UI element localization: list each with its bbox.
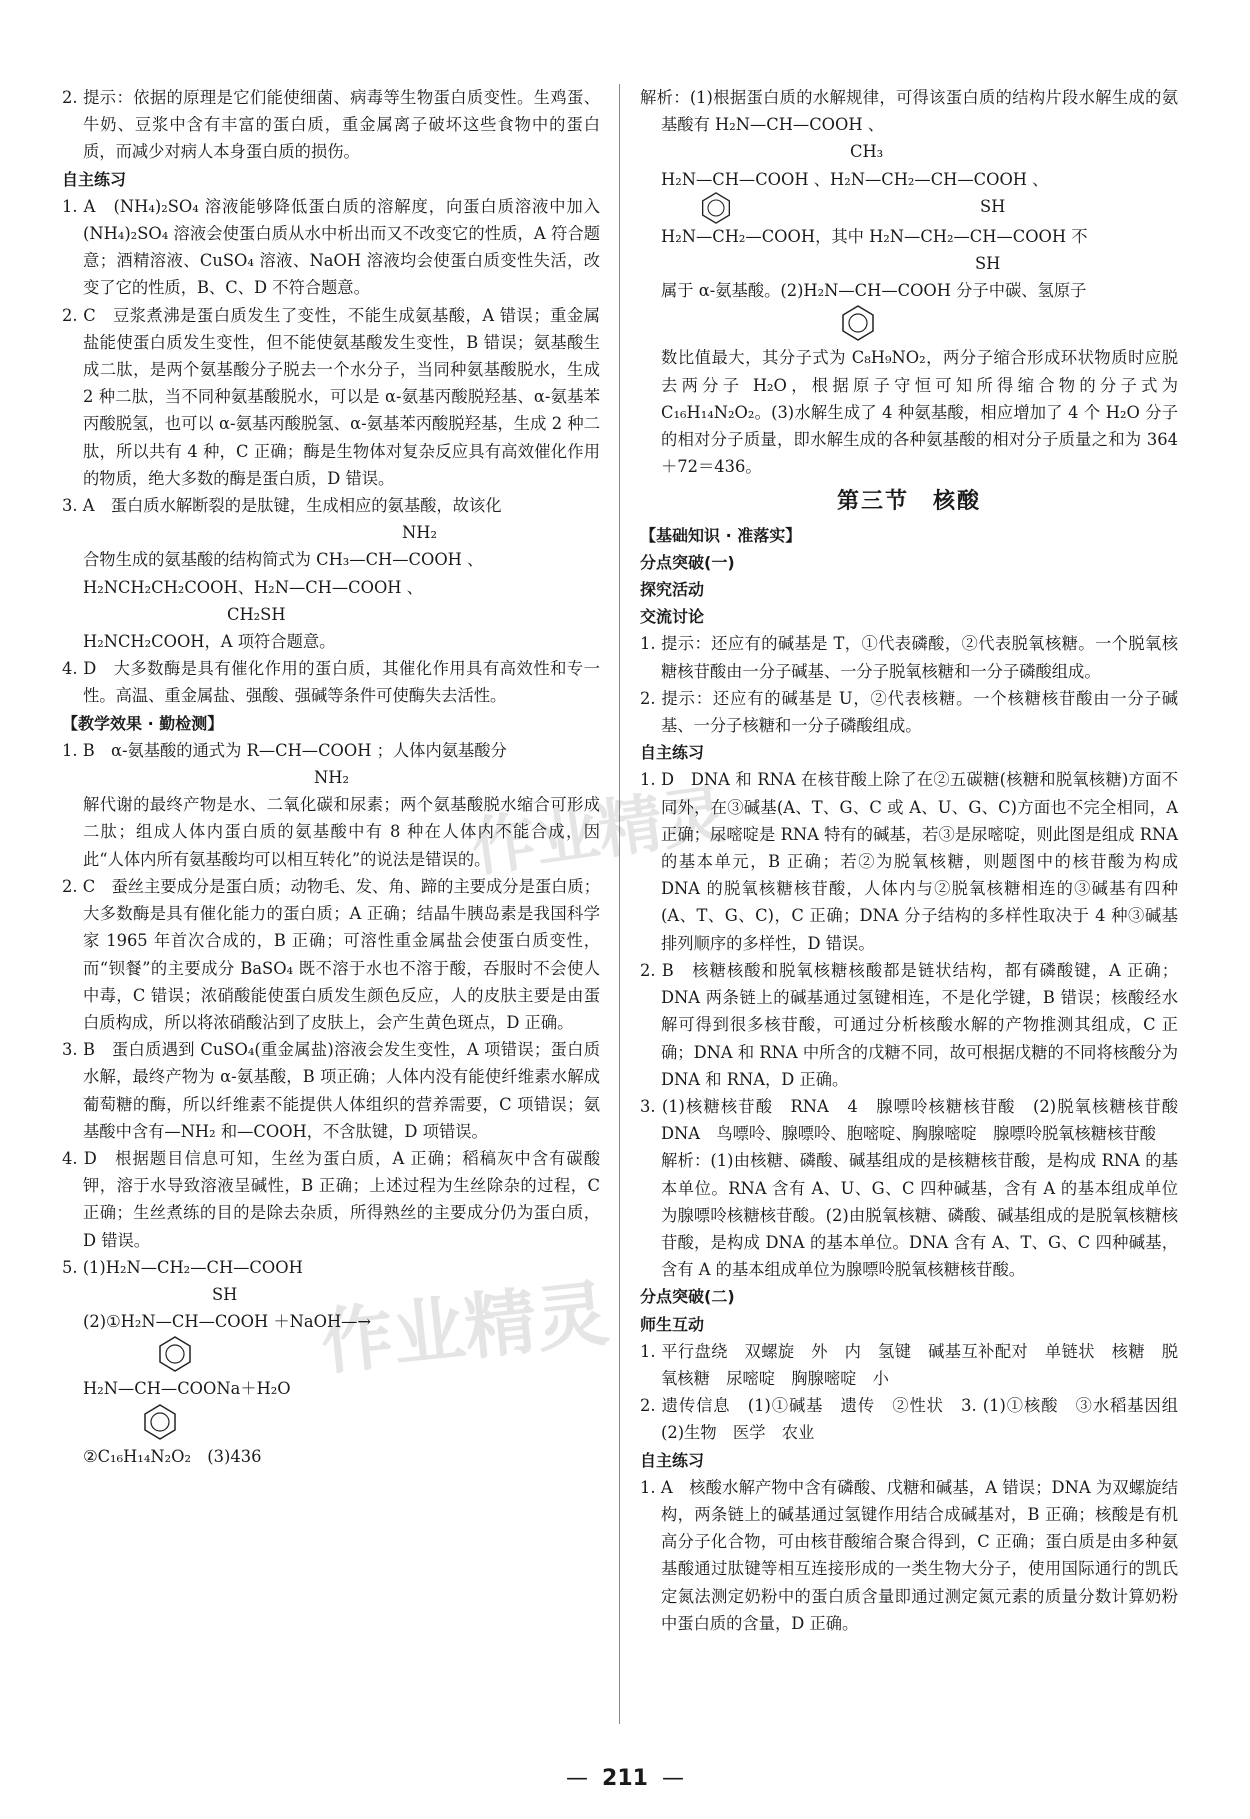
analysis-ch3: CH₃	[850, 142, 884, 162]
answer-3-line3: H₂NCH₂CH₂COOH、H₂N—CH—COOH 、	[83, 577, 423, 597]
t-answer-2: 2. 遗传信息 (1)①碱基 遗传 ②性状 3. (1)①核酸 ③水稻基因组 (2)生物 医学 农业	[640, 1396, 1195, 1443]
benzene-ring-4	[640, 304, 1178, 344]
benzene-ring-1	[62, 1335, 600, 1375]
analysis-line2: H₂N—CH—COOH 、H₂N—CH₂—CH—COOH 、	[661, 169, 1049, 189]
basic-knowledge-heading: 【基础知识 · 准落实】	[640, 525, 802, 545]
test-1-line1: 1. B α-氨基酸的通式为 R—CH—COOH ；人体内氨基酸分	[62, 740, 507, 760]
test-5-line1: 5. (1)H₂N—CH₂—CH—COOH	[62, 1257, 303, 1277]
answer-3-line1: 3. A 蛋白质水解断裂的是肽键，生成相应的氨基酸，故该化	[62, 496, 502, 516]
page-footer	[0, 1766, 1250, 1791]
explore-heading: 探究活动	[640, 580, 705, 600]
r-answer-3-analysis: 解析：(1)由核糖、磷酸、碱基组成的是核糖核苷酸，是构成 RNA 的基本单位。RNA 含有 A、U、G、C 四种碱基，含有 A 的基本组成单位为腺嘌呤核糖核苷酸。(2)由脱氧核糖、磷酸、碱基组成的是脱氧核糖核苷酸，是构成 DNA 的基本单位。DNA 含有 A、T、G、C 四种碱基，含有 A 的基本组成单位为腺嘌呤脱氧核糖核苷酸。	[661, 1151, 1178, 1280]
watermark-1: 作业精灵	[466, 777, 731, 887]
answer-3-nh2: NH₂	[402, 523, 437, 543]
test-4: 4. D 根据题目信息可知，生丝为蛋白质，A 正确；稻稿灰中含有碳酸钾，溶于水导致溶液呈碱性，B 正确；上述过程为生丝除杂的过程，C 正确；生丝煮练的目的是除去杂质，所得熟丝的主要成分仍为蛋白质，D 错误。	[62, 1148, 600, 1250]
hint-r2: 2. 提示：还应有的碱基是 U，②代表核糖。一个核糖核苷酸由一分子碱基、一分子核糖和一分子磷酸组成。	[640, 688, 1178, 736]
test-3: 3. B 蛋白质遇到 CuSO₄(重金属盐)溶液会发生变性，A 项错误；蛋白质水解，最终产物为 α-氨基酸，B 项正确；人体内没有能使纤维素水解成葡萄糖的酶，所以纤维素不能提供人体组织的营养需要，C 项错误；氨基酸中含有—NH₂ 和—COOH，不含肽键，D 项错误。	[62, 1040, 600, 1141]
self-practice-heading-2: 自主练习	[640, 743, 705, 763]
analysis-line4: 属于 α-氨基酸。(2)H₂N—CH—COOH 分子中碳、氢原子	[661, 281, 1087, 301]
r-answer-2: 2. B 核糖核酸和脱氧核糖核酸都是链状结构，都有磷酸键，A 正确；DNA 两条链上的碱基通过氢键相连，不是化学键，B 错误；核酸经水解可得到很多核苷酸，可通过分析核酸水解的产物推测其组成，C 正确；DNA 和 RNA 中所含的戊糖不同，故可根据戊糖的不同将核酸分为 DNA 和 RNA，D 正确。	[640, 960, 1178, 1089]
benzene-ring-3	[700, 191, 732, 233]
test-5-sh: SH	[212, 1284, 238, 1304]
answer-1: 1. A (NH₄)₂SO₄ 溶液能够降低蛋白质的溶解度，向蛋白质溶液中加入(NH₄)₂SO₄ 溶液会使蛋白质从水中析出而又不改变它的性质，A 符合题意；酒精溶液、CuSO₄ 溶液、NaOH 溶液均会使蛋白质变性失活，改变了它的性质，B、C、D 不符合题意。	[62, 196, 600, 298]
answer-4: 4. D 大多数酶是具有催化作用的蛋白质，其催化作用具有高效性和专一性。高温、重金属盐、强酸、强碱等条件可使酶失去活性。	[62, 659, 600, 706]
teaching-effect-heading: 【教学效果 · 勤检测】	[62, 713, 224, 733]
hint-r1: 1. 提示：还应有的碱基是 T，①代表磷酸，②代表脱氧核糖。一个脱氧核糖核苷酸由一分子碱基、一分子脱氧核糖和一分子磷酸组成。	[640, 634, 1178, 681]
answer-3-ch2sh: CH₂SH	[227, 604, 286, 624]
right-column	[640, 84, 1195, 1637]
test-5-line4: ②C₁₆H₁₄N₂O₂ (3)436	[83, 1446, 262, 1466]
analysis-sh2: SH	[975, 254, 1001, 274]
column-divider	[619, 84, 620, 1724]
answer-2: 2. C 豆浆煮沸是蛋白质发生了变性，不能生成氨基酸，A 错误；重金属盐能使蛋白质发生变性，但不能使氨基酸发生变性，B 错误；氨基酸生成二肽，是两个氨基酸分子脱去一个水分子，当同种氨基酸脱水，生成 2 种二肽，当不同种氨基酸脱水，可以是 α-氨基丙酸脱羟基、α-氨基苯丙酸脱氢，也可以 α-氨基丙酸脱氢、α-氨基苯丙酸脱羟基，生成 2 种二肽，所以共有 4 种，C 正确；酶是生物体对复杂反应具有高效催化作用的物质，绝大多数的酶是蛋白质，D 错误。	[62, 305, 600, 488]
test-5-line2: (2)①H₂N—CH—COOH ＋NaOH—→	[83, 1312, 372, 1332]
self-practice-heading-3: 自主练习	[640, 1450, 705, 1470]
analysis-row-2-sub	[640, 193, 1178, 223]
t-answer-1: 1. 平行盘绕 双螺旋 外 内 氢键 碱基互补配对 单链状 核糖 脱氧核糖 尿嘧啶 胸腺嘧啶 小	[640, 1341, 1178, 1388]
answer-3-line4: H₂NCH₂COOH，A 项符合题意。	[83, 632, 336, 652]
benzene-ring-2	[62, 1403, 600, 1443]
test-1-rest: 解代谢的最终产物是水、二氧化碳和尿素；两个氨基酸脱水缩合可形成二肽；组成人体内蛋白质的氨基酸中有 8 种在人体内不能合成，因此“人体内所有氨基酸均可以相互转化”的说法是错误的。	[83, 795, 600, 869]
r-answer-3: 3. (1)核糖核苷酸 RNA 4 腺嘌呤核糖核苷酸 (2)脱氧核糖核苷酸 DNA 鸟嘌呤、腺嘌呤、胞嘧啶、胸腺嘧啶 腺嘌呤脱氧核糖核苷酸	[640, 1096, 1195, 1144]
r-answer-1: 1. D DNA 和 RNA 在核苷酸上除了在②五碳糖(核糖和脱氧核糖)方面不同外，在③碱基(A、T、G、C 或 A、U、G、C)方面也不完全相同，A 正确；尿嘧啶是 RNA 特有的碱基，若③是尿嘧啶，则此图是组成 RNA 的基本单元，B 正确；若②为脱氧核糖，则题图中的核苷酸为构成 DNA 的脱氧核糖核苷酸，人体内与②脱氧核糖相连的③碱基有四种(A、T、G、C)，C 正确；DNA 分子结构的多样性取决于 4 种③碱基排列顺序的多样性，D 错误。	[640, 770, 1178, 953]
test-5-line3: H₂N—CH—COONa＋H₂O	[83, 1379, 291, 1399]
test-1-nh2: NH₂	[314, 768, 349, 788]
answer-3-line2: 合物生成的氨基酸的结构简式为 CH₃—CH—COOH 、	[83, 550, 484, 570]
footer-dash-right: —	[661, 1766, 684, 1791]
left-column	[62, 84, 600, 1470]
analysis-rest: 数比值最大，其分子式为 C₈H₉NO₂，两分子缩合形成环状物质时应脱去两分子 H₂O，根据原子守恒可知所得缩合物的分子式为 C₁₆H₁₄N₂O₂。(3)水解生成了 4 种氨基酸，相应增加了 4 个 H₂O 分子的相对分子质量，即水解生成的各种氨基酸的相对分子质量之和为 364＋72＝436。	[661, 348, 1178, 477]
analysis-line3: H₂N—CH₂—COOH，其中 H₂N—CH₂—CH—COOH 不	[661, 226, 1088, 246]
part-2-heading: 分点突破(二)	[640, 1287, 735, 1307]
chapter-title: 第三节 核酸	[836, 489, 981, 515]
test-2: 2. C 蚕丝主要成分是蛋白质；动物毛、发、角、蹄的主要成分是蛋白质；大多数酶是具有催化能力的蛋白质；A 正确；结晶牛胰岛素是我国科学家 1965 年首次合成的，B 正确；可溶性重金属盐会使蛋白质变性，而“钡餐”的主要成分 BaSO₄ 既不溶于水也不溶于酸，吞服时不会使人中毒，C 错误；浓硝酸能使蛋白质发生颜色反应，人的皮肤主要是由蛋白质构成，所以将浓硝酸沾到了皮肤上，会产生黄色斑点，D 正确。	[62, 876, 600, 1032]
page-number: 211	[602, 1766, 648, 1791]
hint-2: 2. 提示：依据的原理是它们能使细菌、病毒等生物蛋白质变性。生鸡蛋、牛奶、豆浆中含有丰富的蛋白质，重金属离子破坏这些食物中的蛋白质，而减少对病人本身蛋白质的损伤。	[62, 88, 600, 162]
analysis-line1: 解析：(1)根据蛋白质的水解规律，可得该蛋白质的结构片段水解生成的氨基酸有 H₂N—CH—COOH 、	[640, 88, 1178, 135]
analysis-sh1: SH	[980, 196, 1006, 216]
interact-heading: 师生互动	[640, 1314, 705, 1334]
self-practice-heading: 自主练习	[62, 169, 127, 189]
watermark-2: 作业精灵	[317, 1271, 613, 1385]
part-1-heading: 分点突破(一)	[640, 552, 735, 572]
s-answer-1: 1. A 核酸水解产物中含有磷酸、戊糖和碱基，A 错误；DNA 为双螺旋结构，两条链上的碱基通过氢键作用结合成碱基对，B 正确；核酸是有机高分子化合物，可由核苷酸缩合聚合得到，C 正确；蛋白质是由多种氨基酸通过肽键等相互连接形成的一类生物大分子，使用国际通行的凯氏定氮法测定奶粉中的蛋白质含量即通过测定氮元素的质量分数计算奶粉中蛋白质的含量，D 正确。	[640, 1477, 1178, 1633]
footer-dash-left: —	[566, 1766, 589, 1791]
discuss-heading: 交流讨论	[640, 607, 705, 627]
